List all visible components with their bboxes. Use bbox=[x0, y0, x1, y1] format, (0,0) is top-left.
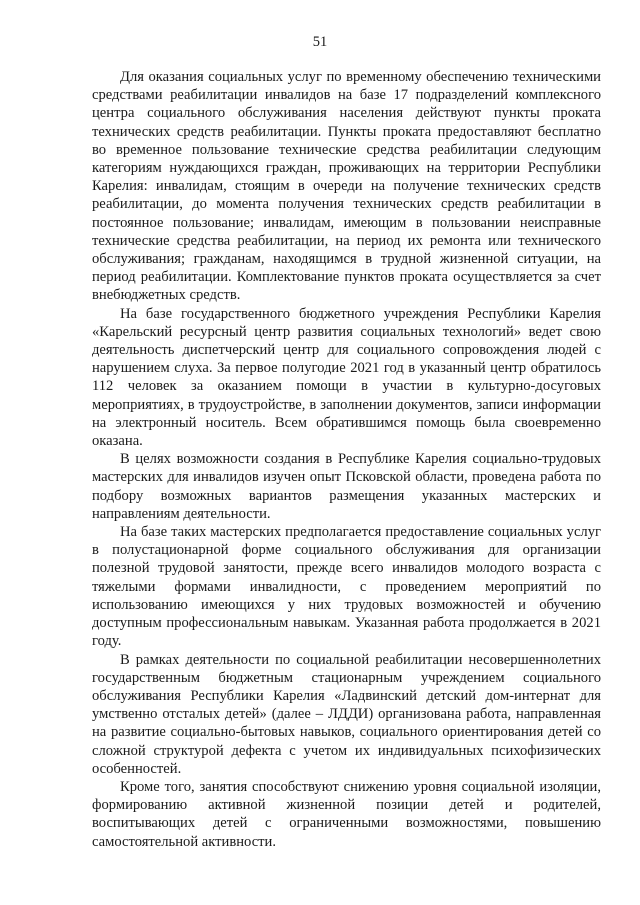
paragraph-workshop-services: На базе таких мастерских предполагается предоставление социальных услуг в полустационарной форме социального обслуживания для организации полезной трудовой занятости, прежде всего инвалидов молодого возраста с тяжелыми формами инвалидности, с проведением мероприятий по использованию имеющихся у них трудовых возможностей и обучению доступным профессиональным навыкам. Указанная работа продолжается в 2021 году. bbox=[92, 524, 601, 650]
paragraph-dispatch-center: На базе государственного бюджетного учреждения Республики Карелия «Карельский ресурсный центр развития социальных технологий» ведет свою деятельность диспетчерский центр для социального сопровождения людей с нарушением слуха. За первое полугодие 2021 год в указанный центр обратилось 112 человек за оказанием помощи в участии в культурно-досуговых мероприятиях, в трудоустройстве, в заполнении документов, записи информации на электронный носитель. Всем обратившимся помощь была своевременно оказана. bbox=[92, 305, 601, 450]
document-body bbox=[92, 68, 601, 851]
paragraph-rehab-equipment-rental: Для оказания социальных услуг по временному обеспечению техническими средствами реабилитации инвалидов на базе 17 подразделений комплексного центра социального обслуживания населения действуют пункты проката технических средств реабилитации. Пункты проката предоставляют бесплатно во временное пользование технические средства реабилитации следующим категориям нуждающихся граждан, проживающих на территории Республики Карелия: инвалидам, стоящим в очереди на получение технических средств реабилитации, до момента получения технических средств реабилитации в постоянное пользование; инвалидам, имеющим в пользовании неисправные технические средства реабилитации, на период их ремонта или технического обслуживания; гражданам, находящимся в трудной жизненной ситуации, на период реабилитации. Комплектование пунктов проката осуществляется за счет внебюджетных средств. bbox=[92, 69, 601, 304]
paragraph-social-isolation: Кроме того, занятия способствуют снижению уровня социальной изоляции, формированию активной жизненной позиции детей и родителей, воспитывающих детей с ограниченными возможностями, повышению самостоятельной активности. bbox=[92, 778, 601, 850]
paragraph-labor-workshops: В целях возможности создания в Республике Карелия социально-трудовых мастерских для инвалидов изучен опыт Псковской области, проведена работа по подбору возможных вариантов размещения указанных мастерских и направлениям деятельности. bbox=[92, 451, 601, 522]
page-number: 51 bbox=[312, 34, 328, 50]
paragraph-minors-rehabilitation: В рамках деятельности по социальной реабилитации несовершеннолетних государственным бюджетным стационарным учреждением социального обслуживания Республики Карелия «Ладвинский детский дом-интернат для умственно отсталых детей» (далее – ЛДДИ) организована работа, направленная на развитие социально-бытовых навыков, социального ориентирования детей со сложной структурой дефекта с учетом их индивидуальных психофизических особенностей. bbox=[92, 651, 601, 777]
